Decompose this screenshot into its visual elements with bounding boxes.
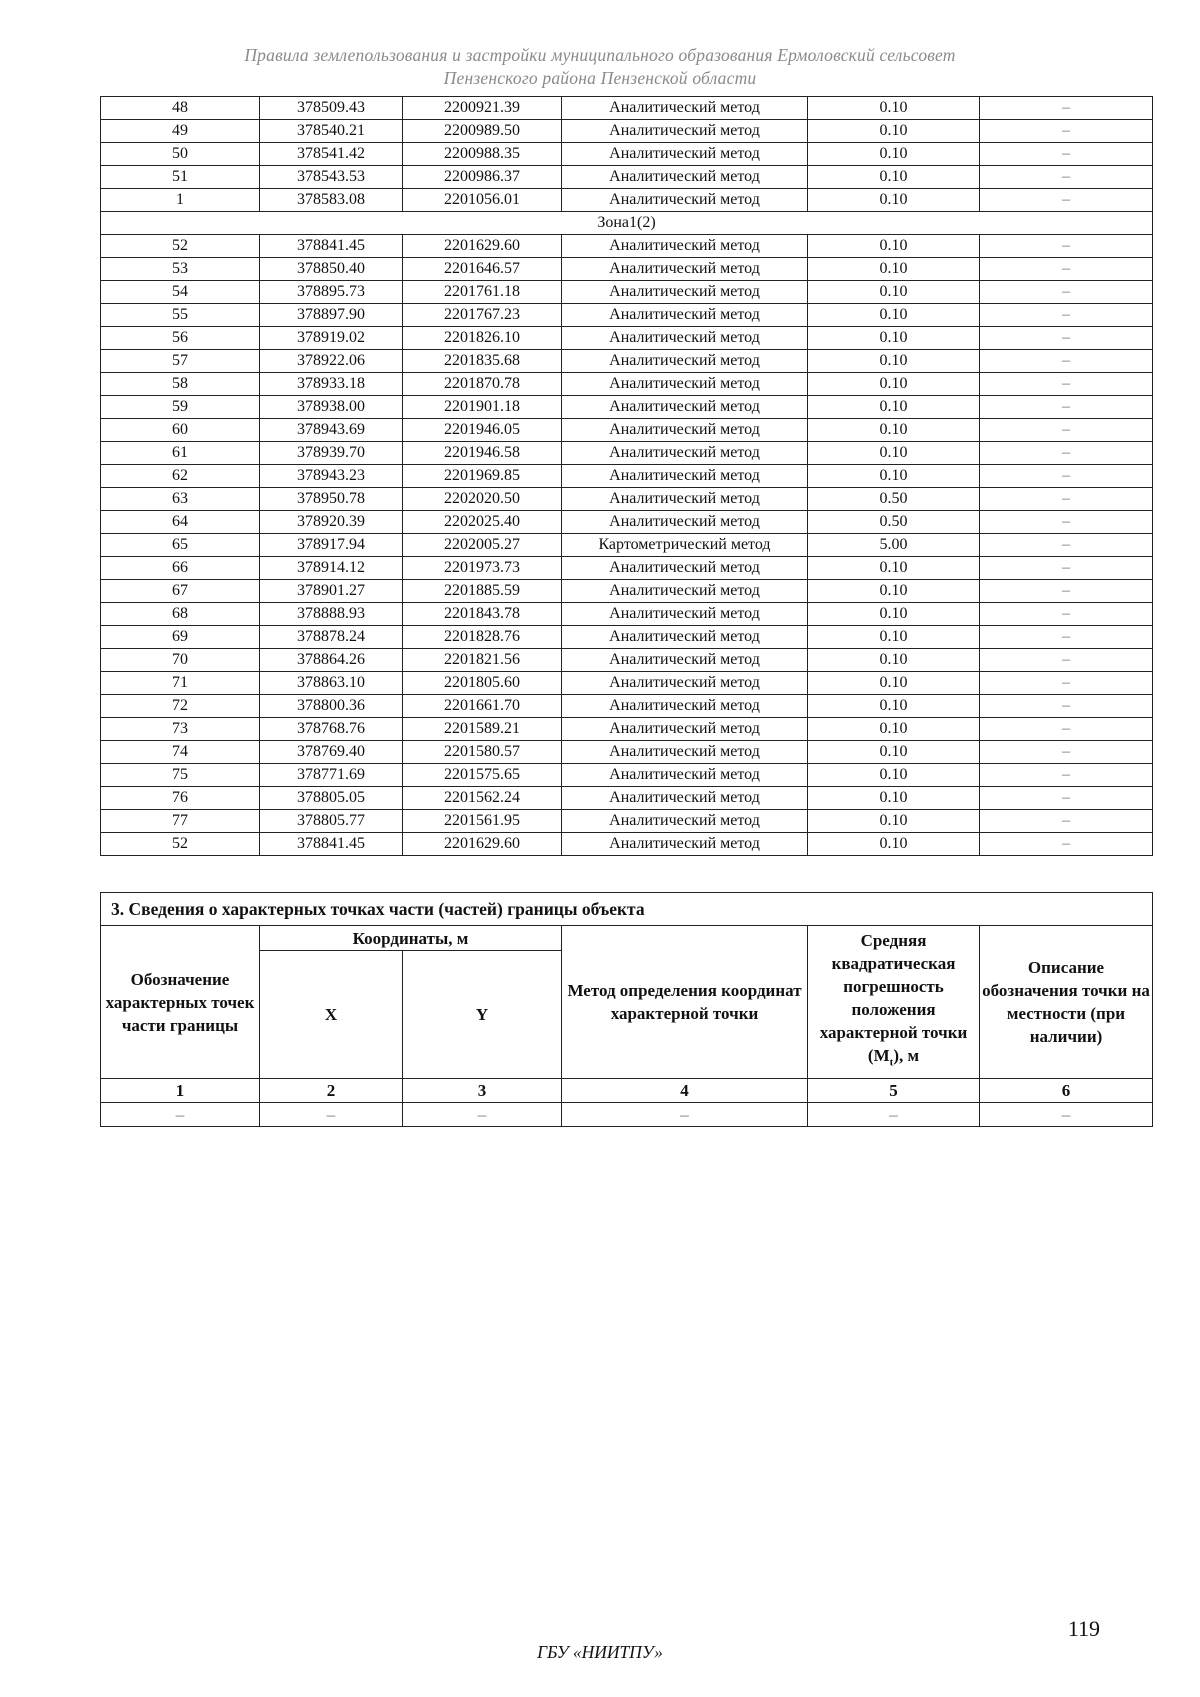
- method: Аналитический метод: [562, 626, 808, 649]
- point-number: 70: [101, 649, 260, 672]
- error: 0.10: [808, 281, 980, 304]
- error: 0.10: [808, 327, 980, 350]
- zone-row: [101, 212, 1153, 235]
- coord-y: 2201561.95: [403, 810, 562, 833]
- error: 5.00: [808, 534, 980, 557]
- method: Аналитический метод: [562, 143, 808, 166]
- coord-y: 2201646.57: [403, 258, 562, 281]
- table-row: [101, 649, 1153, 672]
- table-row: [101, 741, 1153, 764]
- coord-x: 378540.21: [260, 120, 403, 143]
- table-row: [101, 120, 1153, 143]
- method: Аналитический метод: [562, 304, 808, 327]
- point-number: 50: [101, 143, 260, 166]
- method: Аналитический метод: [562, 718, 808, 741]
- point-number: 52: [101, 235, 260, 258]
- coord-x: 378805.05: [260, 787, 403, 810]
- coord-x: 378850.40: [260, 258, 403, 281]
- point-number: 63: [101, 488, 260, 511]
- method: Картометрический метод: [562, 534, 808, 557]
- point-number: 75: [101, 764, 260, 787]
- error: 0.10: [808, 97, 980, 120]
- table-row: [101, 764, 1153, 787]
- coord-x: 378897.90: [260, 304, 403, 327]
- table-row: [101, 281, 1153, 304]
- coord-y: 2201826.10: [403, 327, 562, 350]
- header-coordinates: Координаты, м: [260, 926, 562, 951]
- error: 0.10: [808, 166, 980, 189]
- table-row: [101, 442, 1153, 465]
- coord-x: 378943.23: [260, 465, 403, 488]
- method: Аналитический метод: [562, 649, 808, 672]
- point-number: 73: [101, 718, 260, 741]
- description: –: [980, 833, 1153, 856]
- point-number: 72: [101, 695, 260, 718]
- point-number: 71: [101, 672, 260, 695]
- description: –: [980, 419, 1153, 442]
- coord-x: 378901.27: [260, 580, 403, 603]
- description: –: [980, 258, 1153, 281]
- error: 0.10: [808, 557, 980, 580]
- error: 0.10: [808, 741, 980, 764]
- coord-y: 2201835.68: [403, 350, 562, 373]
- description: –: [980, 534, 1153, 557]
- coord-x: 378805.77: [260, 810, 403, 833]
- coord-x: 378769.40: [260, 741, 403, 764]
- error: 0.50: [808, 511, 980, 534]
- coordinates-table-body: [101, 97, 1153, 856]
- coord-y: 2201661.70: [403, 695, 562, 718]
- coord-x: 378800.36: [260, 695, 403, 718]
- error: 0.10: [808, 580, 980, 603]
- error: 0.10: [808, 189, 980, 212]
- error: 0.10: [808, 764, 980, 787]
- empty-cell: –: [808, 1103, 980, 1127]
- method: Аналитический метод: [562, 120, 808, 143]
- method: Аналитический метод: [562, 580, 808, 603]
- description: –: [980, 580, 1153, 603]
- error: 0.10: [808, 304, 980, 327]
- method: Аналитический метод: [562, 810, 808, 833]
- error: 0.10: [808, 603, 980, 626]
- coord-y: 2201589.21: [403, 718, 562, 741]
- point-number: 57: [101, 350, 260, 373]
- point-number: 60: [101, 419, 260, 442]
- description: –: [980, 189, 1153, 212]
- method: Аналитический метод: [562, 488, 808, 511]
- coord-x: 378841.45: [260, 833, 403, 856]
- empty-cell: –: [562, 1103, 808, 1127]
- coord-y: 2201946.58: [403, 442, 562, 465]
- page-footer: ГБУ «НИИТПУ»: [537, 1642, 663, 1662]
- description: –: [980, 764, 1153, 787]
- error: 0.10: [808, 718, 980, 741]
- error: 0.10: [808, 649, 980, 672]
- point-number: 74: [101, 741, 260, 764]
- col-number-5: 5: [808, 1079, 980, 1103]
- description: –: [980, 787, 1153, 810]
- coord-x: 378919.02: [260, 327, 403, 350]
- error: 0.10: [808, 120, 980, 143]
- table-row: [101, 97, 1153, 120]
- table-row: [101, 143, 1153, 166]
- coord-y: 2201580.57: [403, 741, 562, 764]
- header-designation: Обозначение характерных точек части границы: [101, 926, 260, 1079]
- table-row: [101, 396, 1153, 419]
- method: Аналитический метод: [562, 442, 808, 465]
- error: 0.10: [808, 442, 980, 465]
- method: Аналитический метод: [562, 557, 808, 580]
- section3-table: [100, 892, 1153, 1127]
- table-row: [101, 350, 1153, 373]
- description: –: [980, 327, 1153, 350]
- error: 0.10: [808, 143, 980, 166]
- coord-x: 378841.45: [260, 235, 403, 258]
- point-number: 1: [101, 189, 260, 212]
- coord-x: 378895.73: [260, 281, 403, 304]
- description: –: [980, 649, 1153, 672]
- col-number-1: 1: [101, 1079, 260, 1103]
- method: Аналитический метод: [562, 189, 808, 212]
- method: Аналитический метод: [562, 741, 808, 764]
- coord-y: 2201973.73: [403, 557, 562, 580]
- coord-x: 378878.24: [260, 626, 403, 649]
- coord-y: 2200988.35: [403, 143, 562, 166]
- description: –: [980, 120, 1153, 143]
- coord-y: 2201562.24: [403, 787, 562, 810]
- error: 0.10: [808, 350, 980, 373]
- coord-x: 378864.26: [260, 649, 403, 672]
- col-number-3: 3: [403, 1079, 562, 1103]
- description: –: [980, 718, 1153, 741]
- point-number: 53: [101, 258, 260, 281]
- header-description: Описание обозначения точки на местности (при наличии): [980, 926, 1153, 1079]
- point-number: 69: [101, 626, 260, 649]
- coord-y: 2201946.05: [403, 419, 562, 442]
- point-number: 54: [101, 281, 260, 304]
- header-error: Средняя квадратическая погрешность положения характерной точки $(M_t)$, м: [808, 926, 980, 1079]
- coord-y: 2201969.85: [403, 465, 562, 488]
- method: Аналитический метод: [562, 695, 808, 718]
- table-row: [101, 258, 1153, 281]
- description: –: [980, 511, 1153, 534]
- coord-x: 378888.93: [260, 603, 403, 626]
- description: –: [980, 741, 1153, 764]
- coord-x: 378543.53: [260, 166, 403, 189]
- error: 0.10: [808, 626, 980, 649]
- description: –: [980, 442, 1153, 465]
- table-row: [101, 488, 1153, 511]
- table-row: [101, 235, 1153, 258]
- point-number: 58: [101, 373, 260, 396]
- point-number: 55: [101, 304, 260, 327]
- coord-y: 2201821.56: [403, 649, 562, 672]
- error: 0.10: [808, 833, 980, 856]
- coord-y: 2201843.78: [403, 603, 562, 626]
- coord-y: 2201629.60: [403, 833, 562, 856]
- coord-x: 378920.39: [260, 511, 403, 534]
- description: –: [980, 304, 1153, 327]
- coord-x: 378541.42: [260, 143, 403, 166]
- point-number: 68: [101, 603, 260, 626]
- header-line-1: Правила землепользования и застройки муниципального образования Ермоловский сельсовет: [244, 45, 956, 65]
- method: Аналитический метод: [562, 97, 808, 120]
- table-row: [101, 534, 1153, 557]
- table-row: [101, 833, 1153, 856]
- point-number: 61: [101, 442, 260, 465]
- empty-cell: –: [403, 1103, 562, 1127]
- coord-y: 2201805.60: [403, 672, 562, 695]
- coord-x: 378933.18: [260, 373, 403, 396]
- table-row: [101, 373, 1153, 396]
- table-row: [101, 465, 1153, 488]
- coord-y: 2201575.65: [403, 764, 562, 787]
- coord-x: 378950.78: [260, 488, 403, 511]
- table-row: [101, 419, 1153, 442]
- error: 0.10: [808, 396, 980, 419]
- description: –: [980, 350, 1153, 373]
- error: 0.10: [808, 258, 980, 281]
- coord-y: 2201767.23: [403, 304, 562, 327]
- method: Аналитический метод: [562, 373, 808, 396]
- zone-label: Зона1(2): [101, 212, 1153, 235]
- coord-x: 378509.43: [260, 97, 403, 120]
- coord-y: 2201870.78: [403, 373, 562, 396]
- error: 0.10: [808, 695, 980, 718]
- method: Аналитический метод: [562, 833, 808, 856]
- description: –: [980, 603, 1153, 626]
- table-row: [101, 626, 1153, 649]
- point-number: 48: [101, 97, 260, 120]
- error: 0.50: [808, 488, 980, 511]
- error: 0.10: [808, 373, 980, 396]
- method: Аналитический метод: [562, 511, 808, 534]
- coord-x: 378771.69: [260, 764, 403, 787]
- description: –: [980, 695, 1153, 718]
- page-number: 119: [1067, 1616, 1100, 1641]
- method: Аналитический метод: [562, 419, 808, 442]
- description: –: [980, 396, 1153, 419]
- header-method: Метод определения координат характерной точки: [562, 926, 808, 1079]
- error: 0.10: [808, 465, 980, 488]
- method: Аналитический метод: [562, 350, 808, 373]
- point-number: 52: [101, 833, 260, 856]
- method: Аналитический метод: [562, 235, 808, 258]
- col-number-2: 2: [260, 1079, 403, 1103]
- table-row: [101, 511, 1153, 534]
- table-row: [101, 603, 1153, 626]
- table-row: [101, 580, 1153, 603]
- page-header: [100, 44, 1100, 90]
- error: 0.10: [808, 235, 980, 258]
- point-number: 49: [101, 120, 260, 143]
- coord-y: 2201901.18: [403, 396, 562, 419]
- description: –: [980, 810, 1153, 833]
- empty-cell: –: [260, 1103, 403, 1127]
- table-row: [101, 672, 1153, 695]
- description: –: [980, 281, 1153, 304]
- point-number: 67: [101, 580, 260, 603]
- coord-y: 2202020.50: [403, 488, 562, 511]
- point-number: 66: [101, 557, 260, 580]
- method: Аналитический метод: [562, 603, 808, 626]
- header-y: Y: [403, 951, 562, 1079]
- description: –: [980, 97, 1153, 120]
- point-number: 76: [101, 787, 260, 810]
- description: –: [980, 143, 1153, 166]
- table-row: [101, 189, 1153, 212]
- description: –: [980, 626, 1153, 649]
- coord-y: 2201056.01: [403, 189, 562, 212]
- table-row: [101, 787, 1153, 810]
- header-line-2: Пензенского района Пензенской области: [443, 68, 757, 88]
- method: Аналитический метод: [562, 166, 808, 189]
- error: 0.10: [808, 787, 980, 810]
- method: Аналитический метод: [562, 764, 808, 787]
- method: Аналитический метод: [562, 281, 808, 304]
- method: Аналитический метод: [562, 465, 808, 488]
- coord-y: 2202005.27: [403, 534, 562, 557]
- point-number: 59: [101, 396, 260, 419]
- coord-x: 378768.76: [260, 718, 403, 741]
- table-row: [101, 718, 1153, 741]
- coord-y: 2201629.60: [403, 235, 562, 258]
- description: –: [980, 488, 1153, 511]
- header-x: X: [260, 951, 403, 1079]
- coord-y: 2200921.39: [403, 97, 562, 120]
- coord-x: 378939.70: [260, 442, 403, 465]
- description: –: [980, 672, 1153, 695]
- coord-x: 378917.94: [260, 534, 403, 557]
- col-number-4: 4: [562, 1079, 808, 1103]
- description: –: [980, 557, 1153, 580]
- point-number: 77: [101, 810, 260, 833]
- coord-x: 378943.69: [260, 419, 403, 442]
- section3-title: 3. Сведения о характерных точках части (частей) границы объекта: [101, 893, 1153, 926]
- point-number: 65: [101, 534, 260, 557]
- method: Аналитический метод: [562, 258, 808, 281]
- coord-y: 2202025.40: [403, 511, 562, 534]
- coord-y: 2201828.76: [403, 626, 562, 649]
- point-number: 64: [101, 511, 260, 534]
- error: 0.10: [808, 672, 980, 695]
- method: Аналитический метод: [562, 672, 808, 695]
- empty-cell: –: [980, 1103, 1153, 1127]
- description: –: [980, 166, 1153, 189]
- table-row: [101, 810, 1153, 833]
- table-row: [101, 166, 1153, 189]
- description: –: [980, 235, 1153, 258]
- coordinates-table: [100, 96, 1153, 856]
- coord-x: 378583.08: [260, 189, 403, 212]
- point-number: 51: [101, 166, 260, 189]
- coord-x: 378914.12: [260, 557, 403, 580]
- description: –: [980, 373, 1153, 396]
- table-row: [101, 327, 1153, 350]
- coord-y: 2200986.37: [403, 166, 562, 189]
- table-row: [101, 304, 1153, 327]
- col-number-6: 6: [980, 1079, 1153, 1103]
- coord-y: 2201885.59: [403, 580, 562, 603]
- table-row: [101, 695, 1153, 718]
- coord-x: 378863.10: [260, 672, 403, 695]
- description: –: [980, 465, 1153, 488]
- method: Аналитический метод: [562, 396, 808, 419]
- empty-cell: –: [101, 1103, 260, 1127]
- coord-x: 378922.06: [260, 350, 403, 373]
- coord-y: 2201761.18: [403, 281, 562, 304]
- coord-x: 378938.00: [260, 396, 403, 419]
- error: 0.10: [808, 419, 980, 442]
- error: 0.10: [808, 810, 980, 833]
- point-number: 56: [101, 327, 260, 350]
- method: Аналитический метод: [562, 327, 808, 350]
- coord-y: 2200989.50: [403, 120, 562, 143]
- table-row: [101, 557, 1153, 580]
- method: Аналитический метод: [562, 787, 808, 810]
- point-number: 62: [101, 465, 260, 488]
